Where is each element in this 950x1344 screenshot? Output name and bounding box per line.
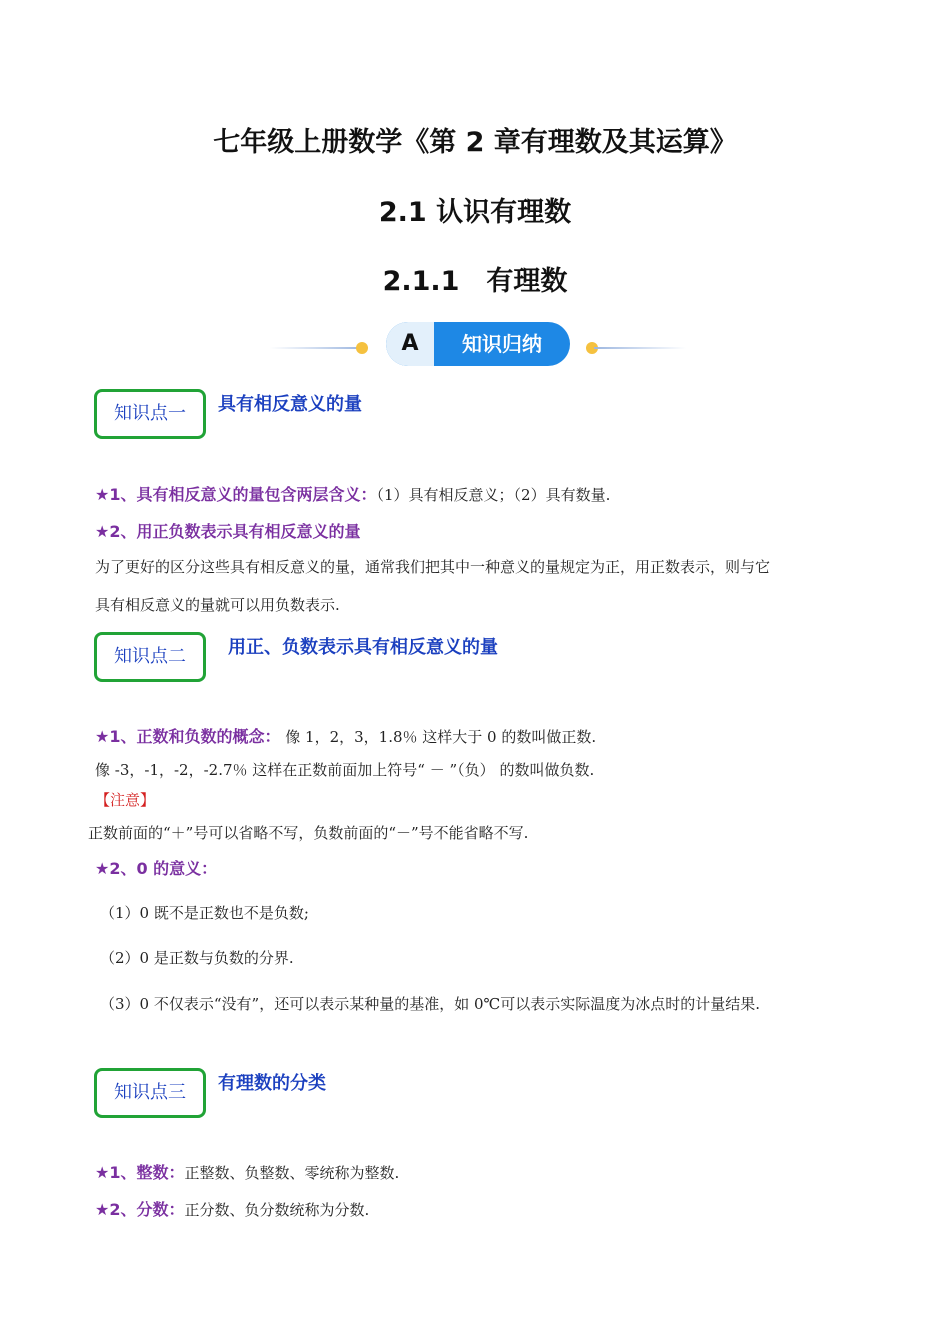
knowledge-point-3-box: 知识点三: [94, 1068, 206, 1118]
kp2-sub-item-3: （3）0 不仅表示“没有”，还可以表示某种量的基准，如 0℃可以表示实际温度为冰点时的计量结果.: [100, 995, 761, 1013]
kp3-item-2-text: 正分数、负分数统称为分数.: [184, 1201, 370, 1219]
knowledge-point-3-heading: 有理数的分类: [218, 1073, 326, 1094]
kp2-item-1-text: 像 1，2，3，1.8％ 这样大于 0 的数叫做正数.: [280, 728, 597, 746]
knowledge-point-2-box: 知识点二: [94, 632, 206, 682]
kp2-item-1: [95, 724, 596, 747]
kp3-item-1: [95, 1160, 399, 1183]
knowledge-point-1-heading: 具有相反意义的量: [218, 394, 362, 415]
kp3-item-2: [95, 1197, 369, 1220]
subsection-title: 2.1.1 有理数: [382, 266, 568, 297]
kp1-item-1-title: ★1、具有相反意义的量包含两层含义：: [95, 485, 377, 504]
kp1-paragraph-line-2: 具有相反意义的量就可以用负数表示.: [95, 596, 340, 614]
banner-line-right: [594, 347, 686, 349]
kp3-item-1-title: ★1、整数：: [95, 1163, 185, 1182]
kp3-item-2-title: ★2、分数：: [95, 1200, 185, 1219]
kp2-sub-item-2: （2）0 是正数与负数的分界.: [100, 949, 294, 967]
kp1-item-1: [95, 482, 610, 505]
kp2-item-2-title: ★2、0 的意义：: [95, 859, 218, 878]
section-title: 2.1 认识有理数: [378, 197, 572, 228]
knowledge-point-2-heading: 用正、负数表示具有相反意义的量: [228, 637, 498, 658]
kp2-item-1-line-2: 像 -3，-1，-2，-2.7％ 这样在正数前面加上符号“ － ”（负） 的数叫做负数.: [95, 761, 595, 779]
kp3-item-1-text: 正整数、负整数、零统称为整数.: [184, 1164, 400, 1182]
kp1-item-2: [95, 519, 360, 542]
kp2-note-text: 正数前面的“＋”号可以省略不写，负数前面的“－”号不能省略不写.: [88, 824, 529, 842]
kp2-item-2: [95, 856, 217, 879]
banner-dot-left: [356, 342, 368, 354]
kp2-sub-item-1: （1）0 既不是正数也不是负数;: [100, 904, 309, 922]
kp2-item-1-title: ★1、正数和负数的概念：: [95, 727, 281, 746]
kp2-note-label: 【注意】: [95, 791, 156, 809]
kp1-item-1-text: （1）具有相反意义；（2）具有数量.: [376, 486, 611, 504]
kp1-item-2-title: ★2、用正负数表示具有相反意义的量: [95, 522, 361, 541]
knowledge-point-1-box: 知识点一: [94, 389, 206, 439]
knowledge-summary-banner: [386, 322, 570, 366]
kp1-paragraph-line-1: 为了更好的区分这些具有相反意义的量，通常我们把其中一种意义的量规定为正，用正数表示，则与它: [95, 558, 771, 576]
banner-line-left: [270, 347, 362, 349]
banner-letter: A: [386, 322, 434, 366]
document-title: 七年级上册数学《第 2 章有理数及其运算》: [213, 127, 737, 158]
banner-label: 知识归纳: [462, 332, 542, 356]
